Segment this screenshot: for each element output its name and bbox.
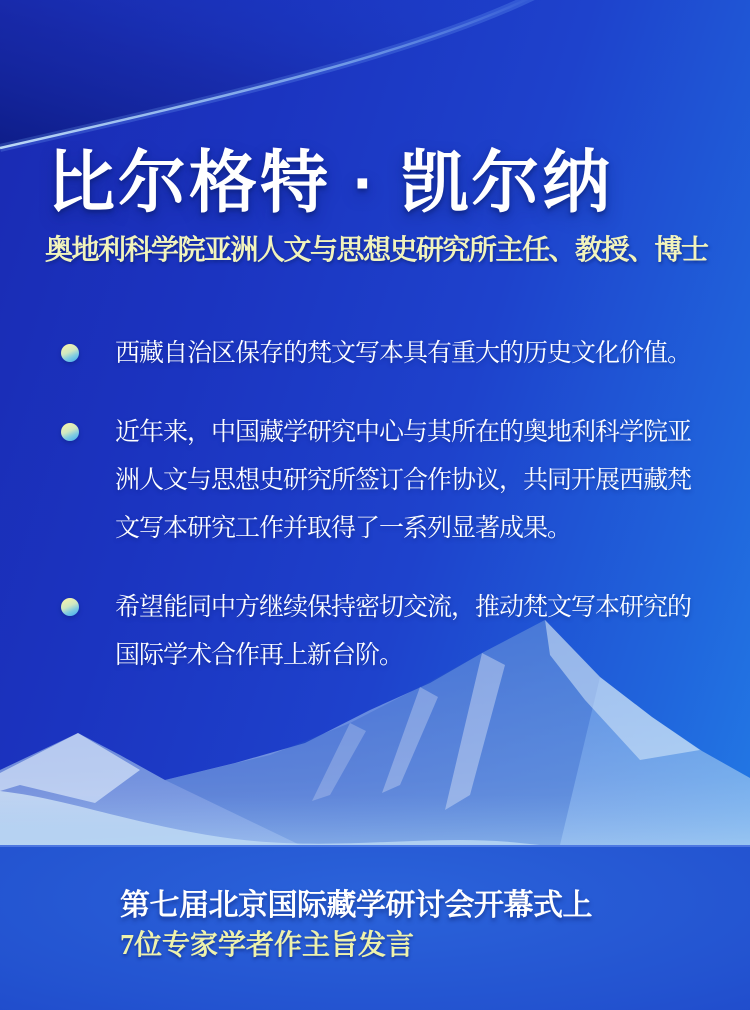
event-title: 第七届北京国际藏学研讨会开幕式上 [120, 889, 592, 922]
quote-text: 近年来，中国藏学研究中心与其所在的奥地利科学院亚洲人文与思想史研究所签订合作协议，共同开展西藏梵文写本研究工作并取得了一系列显著成果。 [115, 418, 692, 542]
speaker-title: 奥地利科学院亚洲人文与思想史研究所主任、教授、博士 [45, 235, 708, 266]
bullet-dot-icon [61, 423, 79, 441]
bullet-dot-icon [61, 344, 79, 362]
quote-item [61, 329, 721, 377]
footer-banner [0, 845, 750, 1010]
quote-text: 西藏自治区保存的梵文写本具有重大的历史文化价值。 [115, 339, 692, 367]
mountain-image [0, 595, 750, 845]
speaker-name: 比尔格特 · 凯尔纳 [47, 145, 614, 221]
quote-item [61, 408, 721, 552]
event-subtitle: 7位专家学者作主旨发言 [120, 930, 415, 961]
quote-text: 希望能同中方继续保持密切交流，推动梵文写本研究的国际学术合作再上新台阶。 [115, 593, 692, 669]
